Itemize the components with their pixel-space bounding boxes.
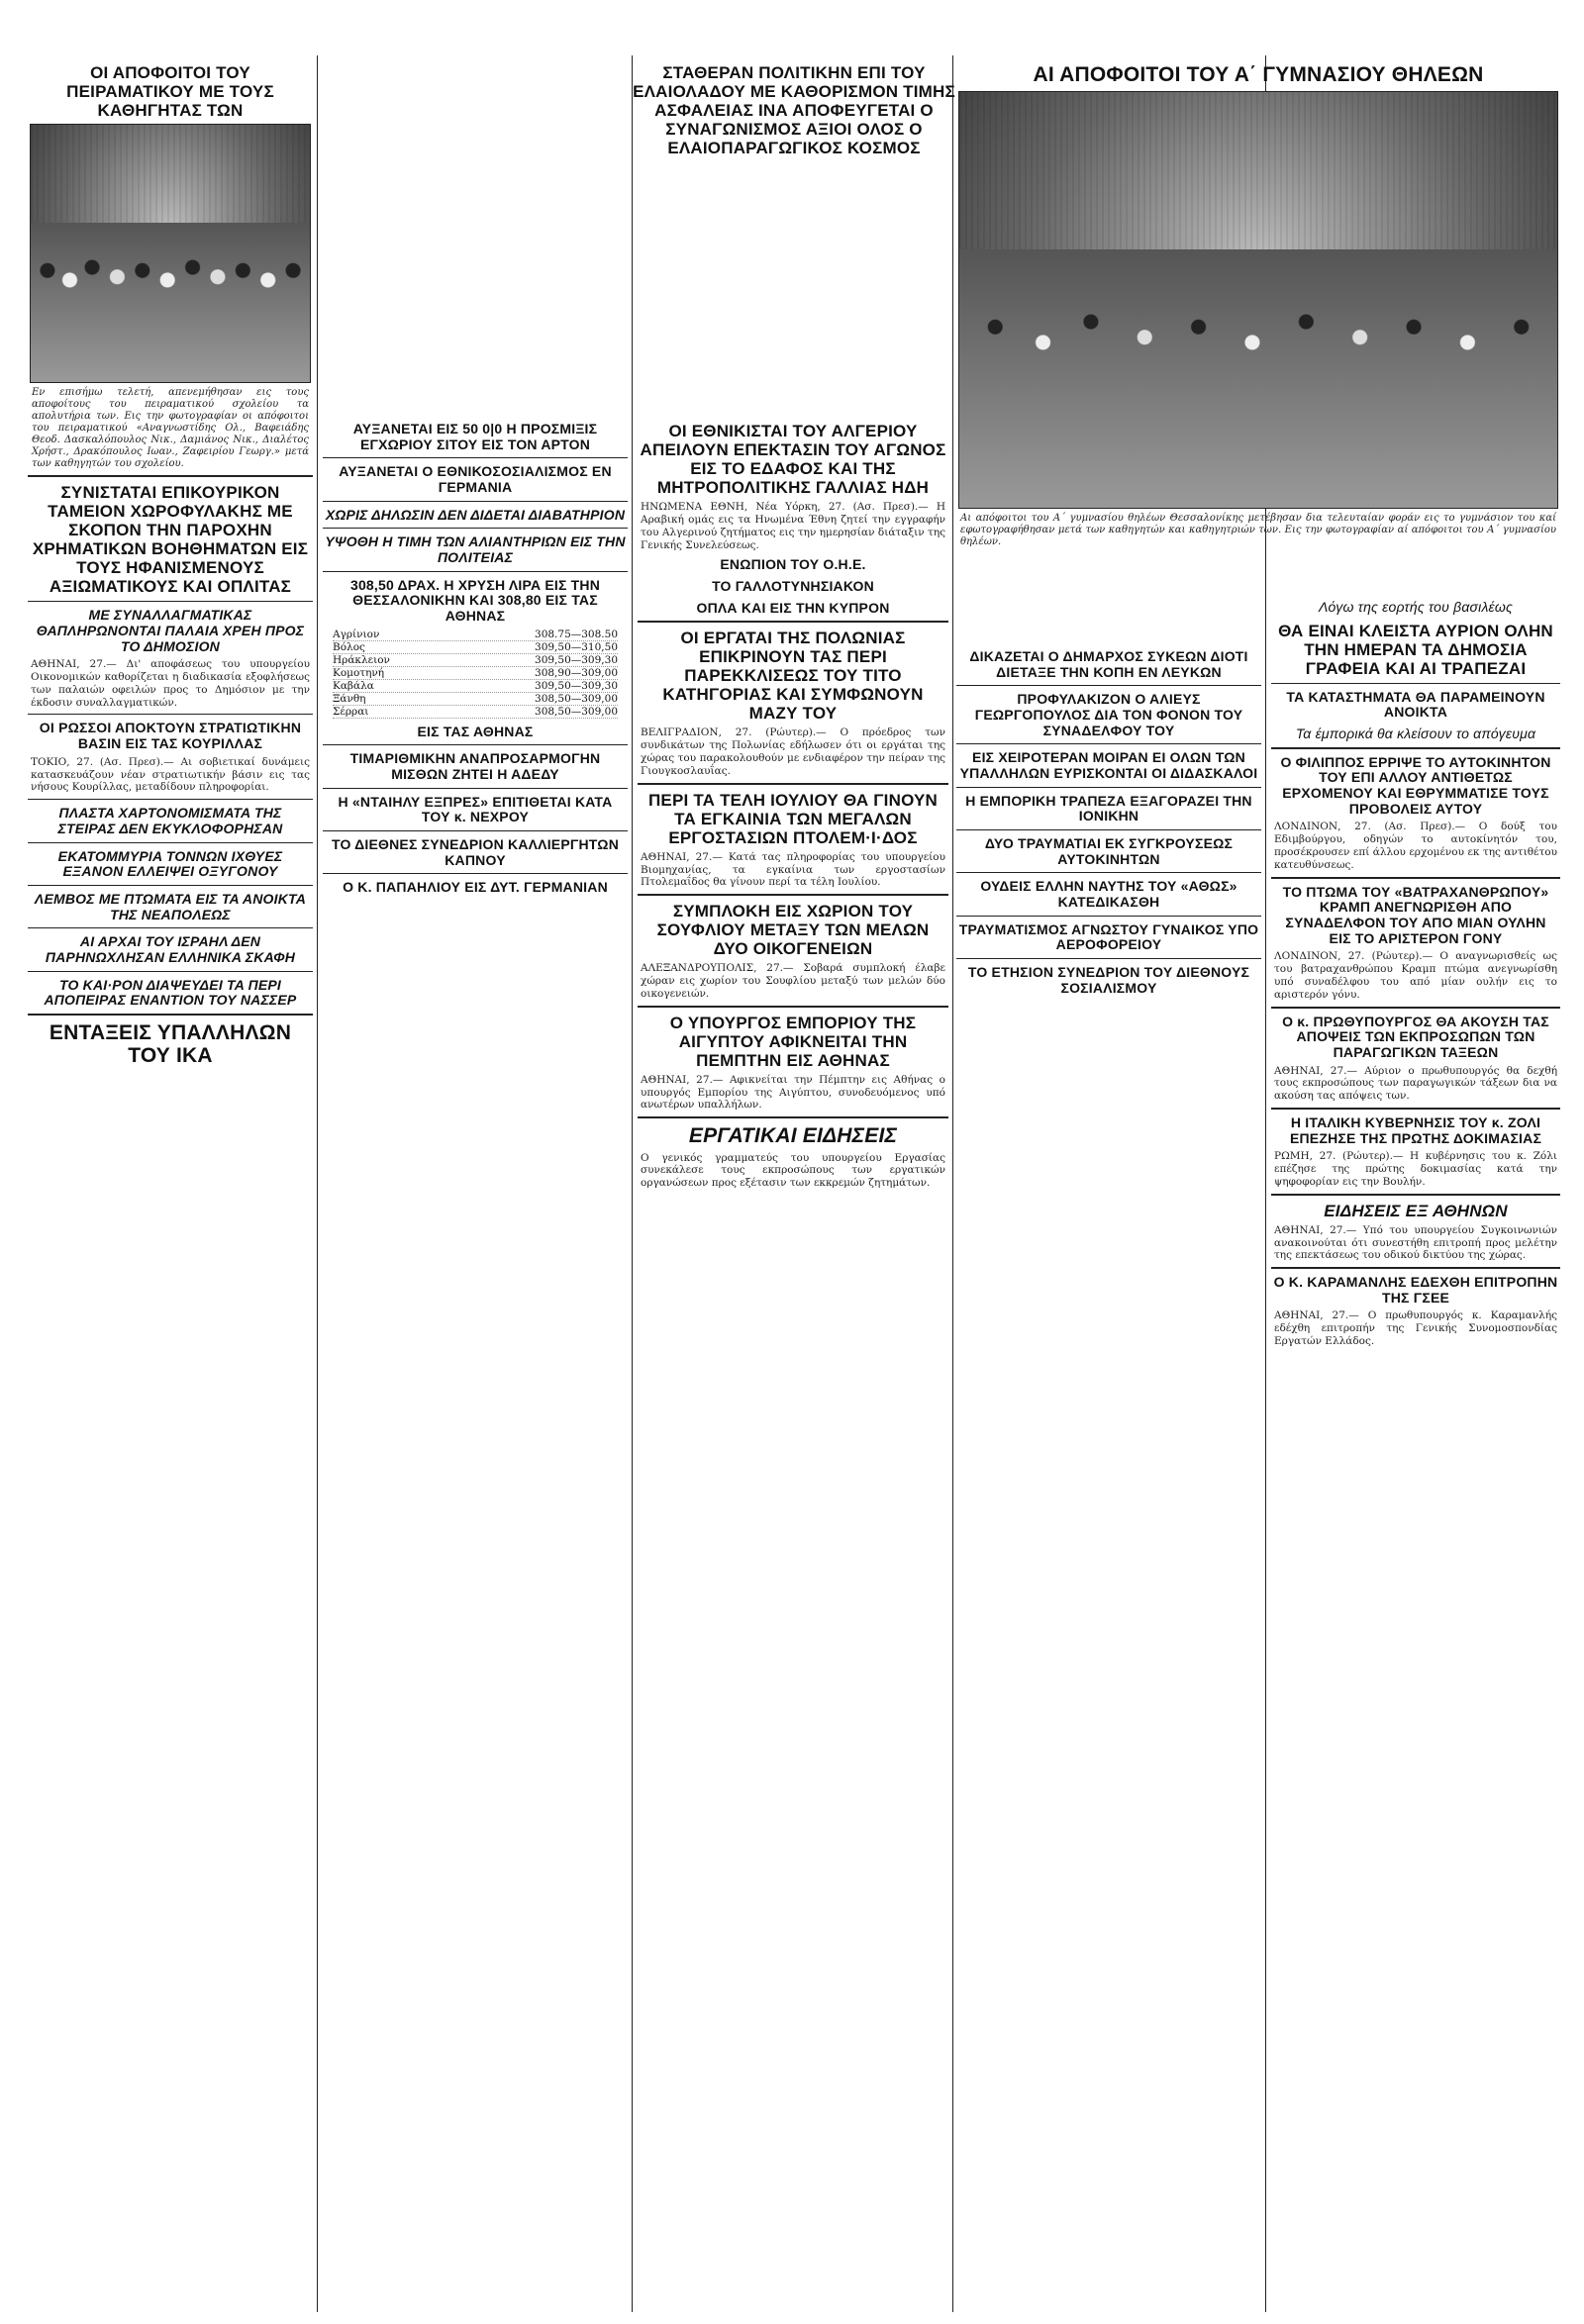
- gold-price-table: [333, 629, 618, 719]
- headline: ΣΥΝΙΣΤΑΤΑΙ ΕΠΙΚΟΥΡΙΚΟΝ ΤΑΜΕΙΟΝ ΧΩΡΟΦΥΛΑΚΗΣ ΜΕ ΣΚΟΠΟΝ ΤΗΝ ΠΑΡΟΧΗΝ ΧΡΗΜΑΤΙΚΩΝ ΒΟΗΘΗΜΑΤΩΝ ΕΙΣ ΤΟΥΣ ΗΦΑΝΙΣΜΕΝΟΥΣ ΑΞΙΩΜΑΤΙΚΟΥΣ ΚΑΙ ΟΠΛΙΤΑΣ: [32, 483, 309, 597]
- city-name: Ηράκλειον: [333, 653, 390, 666]
- headline: ΕΝΤΑΞΕΙΣ ΥΠΑΛΛΗΛΩΝ ΤΟΥ ΙΚΑ: [49, 1020, 292, 1068]
- headline: ΤΟ ΠΤΩΜΑ ΤΟΥ «ΒΑΤΡΑΧΑΝΘΡΩΠΟΥ» ΚΡΑΜΠ ΑΝΕΓΝΩΡΙΣΘΗ ΑΠΟ ΣΥΝΑΔΕΛΦΟΝ ΤΟΥ ΑΠΟ ΜΙΑΝ ΟΥΛΗΝ ΕΙΣ ΤΟ ΑΡΙΣΤΕΡΟΝ ΓΟΝΥ: [1282, 883, 1549, 946]
- headline: ΤΑ ΚΑΤΑΣΤΗΜΑΤΑ ΘΑ ΠΑΡΑΜΕΙΝΟΥΝ ΑΝΟΙΚΤΑ: [1286, 688, 1545, 721]
- headline: ΕΡΓΑΤΙΚΑΙ ΕΙΔΗΣΕΙΣ: [688, 1124, 898, 1148]
- divider: [28, 1014, 313, 1016]
- headline: Ο κ. ΠΡΩΘΥΠΟΥΡΓΟΣ ΘΑ ΑΚΟΥΣΗ ΤΑΣ ΑΠΟΨΕΙΣ ΤΩΝ ΕΚΠΡΟΣΩΠΩΝ ΤΩΝ ΠΑΡΑΓΩΓΙΚΩΝ ΤΑΞΕΩΝ: [1282, 1013, 1549, 1060]
- gold-price-row: [333, 680, 618, 693]
- article-text: ΑΘΗΝΑΙ, 27.— Δι' αποφάσεως του υπουργείου Οικονομικών καθορίζεται η διαδικασία εξοφλήσεως των παλαιών οφειλών προς το Δημόσιον με την έκδοσιν συναλλαγματικών.: [31, 658, 310, 709]
- column-3-lower: [638, 416, 948, 2314]
- gold-price: 309,50—309,30: [535, 653, 618, 666]
- graduates-photo: [30, 124, 311, 383]
- gold-price: 308.75—308.50: [535, 628, 618, 640]
- column-1: [28, 57, 313, 2314]
- divider: [638, 1116, 948, 1118]
- gold-price-row: [333, 629, 618, 641]
- gold-price: 309,50—310,50: [535, 640, 618, 653]
- divider: [638, 1006, 948, 1008]
- subheadline: ΟΠΛΑ ΚΑΙ ΕΙΣ ΤΗΝ ΚΥΠΡΟΝ: [696, 599, 890, 616]
- column-rule: [952, 55, 953, 2312]
- headline: ΠΛΑΣΤΑ ΧΑΡΤΟΝΟΜΙΣΜΑΤΑ ΤΗΣ ΣΤΕΙΡΑΣ ΔΕΝ ΕΚΥΚΛΟΦΟΡΗΣΑΝ: [57, 805, 283, 836]
- article-text: ΒΕΛΙΓΡΑΔΙΟΝ, 27. (Ρώυτερ).— Ο πρόεδρος των συνδικάτων της Πολωνίας εδήλωσεν ότι οι εργάται της χώρας του παρακολουθούν με ενδιαφέρον την πείραν της Γιουγκοσλαυΐας.: [641, 726, 945, 777]
- gold-price-row: [333, 654, 618, 667]
- divider: [28, 475, 313, 477]
- gold-price: 309,50—309,30: [535, 679, 618, 692]
- headline: ΤΡΑΥΜΑΤΙΣΜΟΣ ΑΓΝΩΣΤΟΥ ΓΥΝΑΙΚΟΣ ΥΠΟ ΑΕΡΟΦΟΡΕΙΟΥ: [958, 920, 1259, 953]
- photo-caption: Εν επισήμω τελετή, απενεμήθησαν εις τους αποφοίτους του πειραματικού σχολείου τα απολυτήρια των. Εις την φωτογραφίαν οι απόφοιτοι του πειραματικού «Αναγνωστίδης Ολ., Βαφειάδης Θεοδ. Δασκαλόπουλος Νικ., Δαμιάνος Νικ., Διαλέτος Χρήστ., Δρακόπουλος Ιωαν., Ζαφειρίου Γεωργ.» μετά των καθηγητών του σχολείου.: [32, 387, 309, 470]
- gold-price: 308,50—309,00: [535, 705, 618, 718]
- gold-price: 308,50—309,00: [535, 692, 618, 705]
- headline: ΔΥΟ ΤΡΑΥΜΑΤΙΑΙ ΕΚ ΣΥΓΚΡΟΥΣΕΩΣ ΑΥΤΟΚΙΝΗΤΩΝ: [984, 835, 1234, 867]
- divider: [956, 916, 1261, 917]
- headline: Ο ΥΠΟΥΡΓΟΣ ΕΜΠΟΡΙΟΥ ΤΗΣ ΑΙΓΥΠΤΟΥ ΑΦΙΚΝΕΙΤΑΙ ΤΗΝ ΠΕΜΠΤΗΝ ΕΙΣ ΑΘΗΝΑΣ: [669, 1013, 917, 1070]
- headline: ΟΙ ΑΠΟΦΟΙΤΟΙ ΤΟΥ ΠΕΙΡΑΜΑΤΙΚΟΥ ΜΕ ΤΟΥΣ ΚΑΘΗΓΗΤΑΣ ΤΩΝ: [66, 63, 274, 121]
- divider: [638, 621, 948, 623]
- divider: [956, 787, 1261, 788]
- article-text: ΛΟΝΔΙΝΟΝ, 27. (Ασ. Πρεσ).— Ο δούξ του Εδιμβούργου, οδηγών το αυτοκίνητόν του, προσέκρουσεν επί άλλου ερχομένου εκ της αντιθέτου κατευθύνσεως.: [1274, 821, 1557, 871]
- headline: ΟΙ ΡΩΣΣΟΙ ΑΠΟΚΤΟΥΝ ΣΤΡΑΤΙΩΤΙΚΗΝ ΒΑΣΙΝ ΕΙΣ ΤΑΣ ΚΟΥΡΙΛΛΑΣ: [39, 720, 302, 752]
- city-name: Κομοτηνή: [333, 666, 385, 679]
- headline: ΤΙΜΑΡΙΘΜΙΚΗΝ ΑΝΑΠΡΟΣΑΡΜΟΓΗΝ ΜΙΣΘΩΝ ΖΗΤΕΙ Η ΑΔΕΔΥ: [349, 750, 601, 783]
- headline: Η ΕΜΠΟΡΙΚΗ ΤΡΑΠΕΖΑ ΕΞΑΓΟΡΑΖΕΙ ΤΗΝ ΙΟΝΙΚΗΝ: [965, 792, 1252, 824]
- divider: [323, 873, 628, 874]
- city-name: Ξάνθη: [333, 692, 366, 705]
- subheadline: ΕΙΣ ΤΑΣ ΑΘΗΝΑΣ: [417, 723, 534, 739]
- headline: ΤΟ ΚΑΙ·ΡΟΝ ΔΙΑΨΕΥΔΕΙ ΤΑ ΠΕΡΙ ΑΠΟΠΕΙΡΑΣ ΕΝΑΝΤΙΟΝ ΤΟΥ ΝΑΣΣΕΡ: [44, 976, 297, 1009]
- headline: ΕΚΑΤΟΜΜΥΡΙΑ ΤΟΝΝΩΝ ΙΧΘΥΕΣ ΕΞΑΝΟΝ ΕΛΛΕΙΨΕΙ ΟΞΥΓΟΝΟΥ: [57, 847, 283, 880]
- headline: ΑΥΞΑΝΕΤΑΙ Ο ΕΘΝΙΚΟΣΟΣΙΑΛΙΣΜΟΣ ΕΝ ΓΕΡΜΑΝΙΑ: [339, 463, 612, 496]
- kicker: Λόγω της εορτής του βασιλέως: [1318, 599, 1514, 615]
- divider: [28, 714, 313, 715]
- headline: ΤΟ ΕΤΗΣΙΟΝ ΣΥΝΕΔΡΙΟΝ ΤΟΥ ΔΙΕΘΝΟΥΣ ΣΟΣΙΑΛΙΣΜΟΥ: [967, 964, 1250, 996]
- divider: [323, 528, 628, 529]
- city-name: Σέρραι: [333, 705, 369, 718]
- gold-price: 308,90—309,00: [535, 666, 618, 679]
- headline: ΠΕΡΙ ΤΑ ΤΕΛΗ ΙΟΥΛΙΟΥ ΘΑ ΓΙΝΟΥΝ ΤΑ ΕΓΚΑΙΝΙΑ ΤΩΝ ΜΕΓΑΛΩΝ ΕΡΓΟΣΤΑΣΙΩΝ ΠΤΟΛΕΜ·Ι·ΔΟΣ: [647, 790, 939, 847]
- divider: [323, 830, 628, 831]
- divider: [323, 571, 628, 572]
- article-text: ΗΝΩΜΕΝΑ ΕΘΝΗ, Νέα Υόρκη, 27. (Ασ. Πρεσ).— Η Αραβική ομάς εις τα Ηνωμένα Έθνη ζητεί την εγγραφήν του Αλγερινού ζητήματος εις την ημερησίαν διάταξιν της Γενικής Συνελεύσεως.: [641, 501, 945, 551]
- gold-price-row: [333, 641, 618, 654]
- divider: [956, 685, 1261, 686]
- gold-price-row: [333, 667, 618, 680]
- headline: ΠΡΟΦΥΛΑΚΙΖΟΝ Ο ΑΛΙΕΥΣ ΓΕΩΡΓΟΠΟΥΛΟΣ ΔΙΑ ΤΟΝ ΦΟΝΟΝ ΤΟΥ ΣΥΝΑΔΕΛΦΟΥ ΤΟΥ: [974, 691, 1243, 738]
- article-text: ΑΘΗΝΑΙ, 27.— Υπό του υπουργείου Συγκοινωνιών ανακοινούται ότι συνεστήθη επιτροπή προς μελέτην της επεκτάσεως του οδικού δικτύου της χώρας.: [1274, 1223, 1557, 1262]
- column-4: [956, 643, 1261, 2314]
- article-text: ΑΛΕΞΑΝΔΡΟΥΠΟΛΙΣ, 27.— Σοβαρά συμπλοκή έλαβε χώραν εις χωρίον του Σουφλίου μεταξύ των μελών δύο οικογενειών.: [641, 962, 945, 1000]
- divider: [1271, 1007, 1560, 1009]
- article-text: ΑΘΗΝΑΙ, 27.— Κατά τας πληροφορίας του υπουργείου Βιομηχανίας, τα εγκαίνια των εργοστασίων Πτολεμαΐδος θα γίνουν περί τα τέλη Ιουλίου.: [641, 850, 945, 889]
- divider: [1271, 747, 1560, 749]
- headline: Η «ΝΤΑΙΗΛΥ ΕΞΠΡΕΣ» ΕΠΙΤΙΘΕΤΑΙ ΚΑΤΑ ΤΟΥ κ. ΝΕΧΡΟΥ: [338, 793, 613, 825]
- article-text: ΤΟΚΙΟ, 27. (Ασ. Πρεσ).— Αι σοβιετικαί δυνάμεις κατασκευάζουν νέαν στρατιωτικήν βάσιν εις τας νήσους Κουρίλλας, μεταδίδουν πληροφορίαι.: [31, 755, 310, 794]
- olive-oil-banner: [606, 57, 982, 186]
- divider: [956, 958, 1261, 959]
- subheadline: ΕΝΩΠΙΟΝ ΤΟΥ Ο.Η.Ε.: [720, 556, 866, 573]
- divider: [28, 927, 313, 928]
- divider: [28, 799, 313, 800]
- photo-caption: Αι απόφοιτοι του Α΄ γυμνασίου θηλέων Θεσσαλονίκης μετέβησαν δια τελευταίαν φοράν εις το γυμνάσιον του καί εφωτογραφήθησαν μετά των καθηγητών και καθηγητριών των. Εις την φωτογραφίαν αί απόφοιτοι του Α΄ γυμνασίου θηλέων.: [960, 512, 1556, 547]
- divider: [323, 788, 628, 789]
- city-name: Καβάλα: [333, 679, 374, 692]
- headline: ΟΙ ΕΡΓΑΤΑΙ ΤΗΣ ΠΟΛΩΝΙΑΣ ΕΠΙΚΡΙΝΟΥΝ ΤΑΣ ΠΕΡΙ ΠΑΡΕΚΚΛΙΣΕΩΣ ΤΟΥ ΤΙΤΟ ΚΑΤΗΓΟΡΙΑΣ ΚΑΙ ΣΥΜΦΩΝΟΥΝ ΜΑΖΥ ΤΟΥ: [662, 629, 924, 724]
- subheadline: ΤΟ ΓΑΛΛΟΤΥΝΗΣΙΑΚΟΝ: [712, 577, 874, 594]
- headline: ΥΨΟΘΗ Η ΤΙΜΗ ΤΩΝ ΑΛΙΑΝΤΗΡΙΩΝ ΕΙΣ ΤΗΝ ΠΟΛΙΤΕΙΑΣ: [325, 533, 626, 566]
- headline: ΧΩΡΙΣ ΔΗΛΩΣΙΝ ΔΕΝ ΔΙΔΕΤΑΙ ΔΙΑΒΑΤΗΡΙΟΝ: [325, 506, 626, 523]
- girls-graduates-photo: [958, 91, 1558, 509]
- column-rule: [317, 55, 318, 2312]
- headline: ΑΥΞΑΝΕΤΑΙ ΕΙΣ 50 0|0 Η ΠΡΟΣΜΙΞΙΣ ΕΓΧΩΡΙΟΥ ΣΙΤΟΥ ΕΙΣ ΤΟΝ ΑΡΤΟΝ: [352, 421, 598, 452]
- divider: [1271, 1267, 1560, 1269]
- headline: ΣΥΜΠΛΟΚΗ ΕΙΣ ΧΩΡΙΟΝ ΤΟΥ ΣΟΥΦΛΙΟΥ ΜΕΤΑΞΥ ΤΩΝ ΜΕΛΩΝ ΔΥΟ ΟΙΚΟΓΕΝΕΙΩΝ: [656, 902, 930, 959]
- headline: ΜΕ ΣΥΝΑΛΛΑΓΜΑΤΙΚΑΣ ΘΑΠΛΗΡΩΝΟΝΤΑΙ ΠΑΛΑΙΑ ΧΡΕΗ ΠΡΟΣ ΤΟ ΔΗΜΟΣΙΟΝ: [36, 607, 305, 654]
- gold-price-row: [333, 693, 618, 706]
- divider: [28, 885, 313, 886]
- subheadline: Τα έμπορικά θα κλείσουν το απόγευμα: [1295, 726, 1536, 742]
- divider: [1271, 1108, 1560, 1110]
- city-name: Αγρίνιον: [333, 628, 380, 640]
- headline: ΛΕΜΒΟΣ ΜΕ ΠΤΩΜΑΤΑ ΕΙΣ ΤΑ ΑΝΟΙΚΤΑ ΤΗΣ ΝΕΑΠΟΛΕΩΣ: [34, 890, 307, 922]
- column-5-top: [956, 57, 1560, 551]
- divider: [956, 743, 1261, 744]
- article-text: ΑΘΗΝΑΙ, 27.— Αφικνείται την Πέμπτην εις Αθήνας ο υπουργός Εμπορίου της Αιγύπτου, συνοδευόμενος υπό ανωτέρων υπαλλήλων.: [641, 1073, 945, 1112]
- divider: [1271, 1194, 1560, 1196]
- headline: ΔΙΚΑΖΕΤΑΙ Ο ΔΗΜΑΡΧΟΣ ΣΥΚΕΩΝ ΔΙΟΤΙ ΔΙΕΤΑΞΕ ΤΗΝ ΚΟΠΗ ΕΝ ΛΕΥΚΩΝ: [969, 648, 1248, 680]
- article-text: ΑΘΗΝΑΙ, 27.— Αύριον ο πρωθυπουργός θα δεχθή τους εκπροσώπους των παραγωγικών τάξεων δια να ακούση τας απόψεις των.: [1274, 1064, 1557, 1103]
- divider: [638, 894, 948, 896]
- headline: Ο Κ. ΠΑΠΑΗΛΙΟΥ ΕΙΣ ΔΥΤ. ΓΕΡΜΑΝΙΑΝ: [343, 879, 608, 896]
- divider: [28, 842, 313, 843]
- article-text: ΡΩΜΗ, 27. (Ρώυτερ).— Η κυβέρνησις του κ. Ζόλι επέζησε της πρώτης δοκιμασίας κατά την ψηφοφορίαν εις την Βουλήν.: [1274, 1150, 1557, 1188]
- column-rule: [632, 55, 633, 2312]
- divider: [323, 501, 628, 502]
- column-2-lower: [323, 416, 628, 2314]
- headline: Η ΙΤΑΛΙΚΗ ΚΥΒΕΡΝΗΣΙΣ ΤΟΥ κ. ΖΟΛΙ ΕΠΕΖΗΣΕ ΤΗΣ ΠΡΩΤΗΣ ΔΟΚΙΜΑΣΙΑΣ: [1289, 1114, 1542, 1146]
- headline: ΑΙ ΑΠΟΦΟΙΤΟΙ ΤΟΥ Α΄ ΓΥΜΝΑΣΙΟΥ ΘΗΛΕΩΝ: [1033, 63, 1484, 86]
- headline: ΟΥΔΕΙΣ ΕΛΛΗΝ ΝΑΥΤΗΣ ΤΟΥ «ΑΘΩΣ» ΚΑΤΕΔΙΚΑΣΘΗ: [980, 878, 1238, 911]
- headline: ΘΑ ΕΙΝΑΙ ΚΛΕΙΣΤΑ ΑΥΡΙΟΝ ΟΛΗΝ ΤΗΝ ΗΜΕΡΑΝ ΤΑ ΔΗΜΟΣΙΑ ΓΡΑΦΕΙΑ ΚΑΙ ΑΙ ΤΡΑΠΕΖΑΙ: [1278, 621, 1553, 678]
- divider: [28, 971, 313, 972]
- city-name: Βόλος: [333, 640, 365, 653]
- headline: ΕΙΣ ΧΕΙΡΟΤΕΡΑΝ ΜΟΙΡΑΝ ΕΙ ΟΛΩΝ ΤΩΝ ΥΠΑΛΛΗΛΩΝ ΕΥΡΙΣΚΟΝΤΑΙ ΟΙ ΔΙΔΑΣΚΑΛΟΙ: [959, 749, 1258, 782]
- divider: [323, 457, 628, 458]
- headline: ΣΤΑΘΕΡΑΝ ΠΟΛΙΤΙΚΗΝ ΕΠΙ ΤΟΥ ΕΛΑΙΟΛΑΔΟΥ ΜΕ ΚΑΘΟΡΙΣΜΟΝ ΤΙΜΗΣ ΑΣΦΑΛΕΙΑΣ ΙΝΑ ΑΠΟΦΕΥΓΕΤΑΙ Ο ΣΥΝΑΓΩΝΙΣΜΟΣ ΑΞΙΟΙ ΟΛΟΣ Ο ΕΛΑΙΟΠΑΡΑΓΩΓΙΚΟΣ ΚΟΣΜΟΣ: [633, 63, 955, 158]
- divider: [1271, 683, 1560, 684]
- divider: [1271, 877, 1560, 879]
- headline: 308,50 ΔΡΑΧ. Η ΧΡΥΣΗ ΛΙΡΑ ΕΙΣ ΤΗΝ ΘΕΣΣΑΛΟΝΙΚΗΝ ΚΑΙ 308,80 ΕΙΣ ΤΑΣ ΑΘΗΝΑΣ: [349, 576, 601, 625]
- divider: [638, 783, 948, 785]
- column-5: [1271, 594, 1560, 2314]
- headline: Ο Κ. ΚΑΡΑΜΑΝΛΗΣ ΕΔΕΧΘΗ ΕΠΙΤΡΟΠΗΝ ΤΗΣ ΓΣΕΕ: [1273, 1274, 1558, 1306]
- headline: ΑΙ ΑΡΧΑΙ ΤΟΥ ΙΣΡΑΗΛ ΔΕΝ ΠΑΡΗΝΩΧΛΗΣΑΝ ΕΛΛΗΝΙΚΑ ΣΚΑΦΗ: [45, 933, 296, 965]
- headline: Ο ΦΙΛΙΠΠΟΣ ΕΡΡΙΨΕ ΤΟ ΑΥΤΟΚΙΝΗΤΟΝ ΤΟΥ ΕΠΙ ΑΛΛΟΥ ΑΝΤΙΘΕΤΩΣ ΕΡΧΟΜΕΝΟΥ ΚΑΙ ΕΘΡΥΜΜΑΤΙΣΕ ΤΟΥΣ ΠΡΟΒΟΛΕΙΣ ΑΥΤΟΥ: [1280, 753, 1551, 817]
- article-text: Ο γενικός γραμματεύς του υπουργείου Εργασίας συνεκάλεσε τους εκπροσώπους των εργατικών οργανώσεων προς εξέτασιν των εκκρεμών ζητημάτων.: [641, 1151, 945, 1190]
- headline: ΤΟ ΔΙΕΘΝΕΣ ΣΥΝΕΔΡΙΟΝ ΚΑΛΛΙΕΡΓΗΤΩΝ ΚΑΠΝΟΥ: [331, 836, 620, 868]
- gold-price-row: [333, 706, 618, 719]
- article-text: ΛΟΝΔΙΝΟΝ, 27. (Ρώυτερ).— Ο αναγνωρισθείς ως του βατραχανθρώπου Κραμπ πτώμα ανεγνωρίσθη υπό συναδέλφου του από μίαν ουλήν εις το αριστερόν γόνυ.: [1274, 950, 1557, 1001]
- divider: [323, 744, 628, 745]
- article-text: ΑΘΗΝΑΙ, 27.— Ο πρωθυπουργός κ. Καραμανλής εδέχθη επιτροπήν της Γενικής Συνομοσπονδίας Εργατών Ελλάδος.: [1274, 1309, 1557, 1348]
- divider: [956, 829, 1261, 830]
- divider: [28, 601, 313, 602]
- headline: ΟΙ ΕΘΝΙΚΙΣΤΑΙ ΤΟΥ ΑΛΓΕΡΙΟΥ ΑΠΕΙΛΟΥΝ ΕΠΕΚΤΑΣΙΝ ΤΟΥ ΑΓΩΝΟΣ ΕΙΣ ΤΟ ΕΔΑΦΟΣ ΚΑΙ ΤΗΣ ΜΗΤΡΟΠΟΛΙΤΙΚΗΣ ΓΑΛΛΙΑΣ ΗΔΗ: [640, 422, 946, 498]
- divider: [956, 872, 1261, 873]
- headline: ΕΙΔΗΣΕΙΣ ΕΞ ΑΘΗΝΩΝ: [1324, 1201, 1508, 1220]
